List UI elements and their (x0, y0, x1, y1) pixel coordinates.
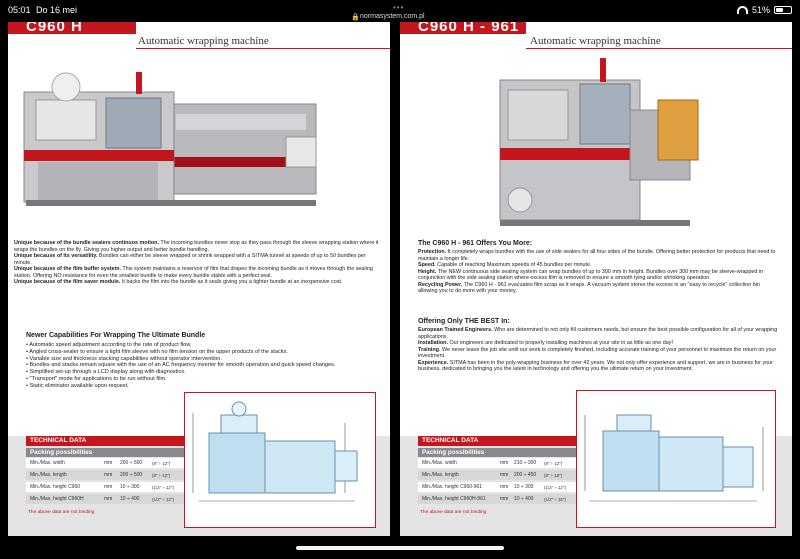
disclaimer: The above data are not binding (28, 510, 95, 515)
list-item: • "Transport" mode for applications to be run without film. (26, 376, 382, 383)
offers-text (418, 249, 780, 295)
paragraph-body: Bundles can either be sleeve wrapped or shrink wrapped with a SITMA tunnel at speeds of up to 50 bundles per minute. (14, 253, 366, 266)
paragraph-body: This system maintains a reservoir of film that drapes the incoming bundle as it moves through the sealing station. Offering NO resistance for even the smallest bundle to make every bundle stable with a perfect seal. (14, 266, 373, 279)
list-item: • Variable size and thickness stacking capabilities without operator intervention. (26, 356, 382, 363)
spec-unit: mm (104, 496, 113, 502)
list-item: • Automatic speed adjustment according to the rate of product flow. (26, 342, 382, 349)
paragraph-lead: Unique because of the bundle sealers continuos motion. (14, 240, 159, 246)
machine-photo (16, 62, 351, 232)
paragraph-body: The C960 H - 961 evacuates film scrap as it wraps. A vacuum system stores the excess in an "easy to recycle" collection bin allowing you to do more with your money. (418, 281, 760, 294)
battery-percent: 51% (751, 5, 770, 15)
brochure-page-right (400, 22, 792, 536)
paragraph (14, 279, 384, 286)
clock: 05:01 (8, 5, 31, 15)
spec-inch: (8" ÷ 12") (544, 461, 563, 466)
technical-data-heading: TECHNICAL DATA (418, 436, 580, 446)
status-indicators (737, 5, 792, 15)
spec-unit: mm (500, 460, 509, 466)
spec-inch: (1/2" ÷ 12") (152, 497, 174, 502)
list-item: • Angled cross-sealer to ensure a tight film sleeve with no film tension on the upper products of the stacks. (26, 349, 382, 356)
model-banner: C960 H - 961 (400, 22, 526, 34)
spec-label: Min./Max. height C960H-961 (422, 496, 486, 502)
spec-value: 10 ÷ 300 (514, 484, 534, 490)
spec-label: Min./Max. height C960-961 (422, 484, 483, 490)
technical-drawing (577, 391, 775, 527)
spec-value: 200 ÷ 500 (120, 460, 143, 466)
capabilities-list (26, 342, 382, 390)
model-banner: C960 H (8, 22, 136, 34)
page-subtitle: Automatic wrapping machine (530, 35, 661, 47)
battery-icon (774, 6, 792, 14)
paragraph (418, 282, 780, 295)
spec-inch: (8" ÷ 12") (152, 461, 171, 466)
spec-inch: (8" ÷ 12") (152, 473, 171, 478)
table-row (26, 458, 190, 469)
list-item: • Bundles and stacks remain square with the use of an AC frequency inverter for smooth operation and quick speed changes. (26, 362, 382, 369)
paragraph (418, 249, 780, 262)
paragraph-body: Our engineers are dedicated to properly installing machines at your site in as little as one day! (447, 340, 673, 346)
paragraph-body: We never leave the job site until our work is completely finished, including accurate training of your personnel to maximize the return on your investment. (418, 346, 777, 359)
paragraph-body: The incoming bundles never stop as they pass through the sleeve wrapping station where it wraps the bundles on the fly. Giving you higher output and better bundle handling. (14, 240, 379, 253)
page-subtitle: Automatic wrapping machine (138, 35, 269, 47)
paragraph-lead: Unique because of its versatility. (14, 253, 98, 259)
header-rule (526, 48, 792, 49)
table-row (26, 494, 190, 505)
spec-value: 210 ÷ 300 (514, 460, 537, 466)
paragraph-lead: Protection. (418, 249, 447, 255)
spec-unit: mm (104, 460, 113, 466)
paragraph-lead: Unique because of the film saver module. (14, 279, 121, 285)
paragraph (418, 327, 780, 340)
paragraph (14, 253, 384, 266)
packing-heading: Packing possibilities (26, 448, 190, 457)
status-bar (0, 0, 800, 22)
spec-inch: (1/2" ÷ 16") (544, 497, 566, 502)
lock-icon: 🔒 (351, 14, 360, 21)
paragraph (418, 360, 780, 373)
spec-inch: (1/2" ÷ 12") (544, 485, 566, 490)
multitasking-dots-icon[interactable]: ••• (393, 3, 405, 12)
paragraph (418, 269, 780, 282)
intro-text (14, 240, 384, 286)
paragraph-lead: Training. (418, 346, 441, 353)
spec-value: 10 ÷ 400 (120, 496, 140, 502)
table-row (418, 494, 580, 505)
address-bar[interactable]: normasystem.com.pl (360, 13, 425, 20)
table-row (418, 458, 580, 469)
header-rule (136, 48, 390, 49)
spec-label: Min./Max. width (422, 460, 457, 466)
paragraph-lead: Recycling Power. (418, 281, 463, 288)
paragraph-lead: Installation. (418, 340, 448, 346)
spec-unit: mm (104, 472, 113, 478)
best-heading: Offering Only THE BEST In: (418, 318, 510, 325)
best-text (418, 327, 780, 373)
spec-label: Min./Max. height C960 (30, 484, 81, 490)
list-item: • Static eliminator available upon request. (26, 383, 382, 390)
machine-photo (480, 50, 710, 234)
spec-label: Min./Max. length (30, 472, 67, 478)
spec-inch: (1/2" ÷ 12") (152, 485, 174, 490)
spec-label: Min./Max. width (30, 460, 65, 466)
technical-drawing (185, 393, 375, 527)
spec-label: Min./Max. length (422, 472, 459, 478)
spec-unit: mm (104, 484, 113, 490)
paragraph-lead: Unique because of the film buffer system. (14, 266, 121, 272)
technical-data-heading: TECHNICAL DATA (26, 436, 190, 446)
dimension-drawing (576, 390, 776, 528)
table-row (26, 482, 190, 493)
spec-value: 10 ÷ 400 (514, 496, 534, 502)
paragraph-lead: Height. (418, 268, 437, 275)
table-row (26, 470, 190, 481)
spec-value: 10 ÷ 300 (120, 484, 140, 490)
paragraph (14, 240, 384, 253)
list-item: • Simplified set-up through a LCD display along with diagnostics. (26, 369, 382, 376)
paragraph (418, 347, 780, 360)
paragraph-body: SITMA has been in the poly-wrapping business for over 42 years. We not only offer experience and support, we are in business for your business, dedicated to bringing you the latest in technology and offering you the ultimate return on your investment. (418, 359, 773, 372)
paragraph-lead: Experience. (418, 359, 449, 366)
paragraph-body: Capable of reaching Maximum speeds of 45 bundles per minute. (435, 262, 592, 268)
paragraph-lead: European Trained Engineers. (418, 327, 493, 333)
paragraph-body: It completely wraps bundles with the use of side sealers for all four sides of the bundle. Offering better protection for products that need to maintain a longer life. (418, 249, 776, 262)
paragraph-body: It backs the film into the bundle as it seals giving you a tighter bundle at an inexpensive cost. (120, 279, 343, 285)
date: Do 16 mei (36, 5, 78, 15)
paragraph-body: The NEW continuous side sealing system can wrap bundles of up to 300 mm in height. Bundles over 300 mm may be sleeve-wrapped in conjunction with the side sealing station where excess film is removed to ensure a smooth tying and/or shrinking operation. (418, 268, 764, 281)
paragraph-lead: Speed. (418, 262, 436, 268)
spec-inch: (8" ÷ 18") (544, 473, 563, 478)
paragraph (14, 266, 384, 279)
paragraph-body: Who are determined to not only fill customers needs, but ensure the best possible configuration for all of your wrapping applications. (418, 327, 778, 340)
capabilities-heading: Newer Capabilities For Wrapping The Ultimate Bundle (26, 332, 206, 339)
table-row (418, 470, 580, 481)
offers-heading: The C960 H - 961 Offers You More: (418, 240, 533, 247)
table-row (418, 482, 580, 493)
home-indicator[interactable] (296, 546, 504, 550)
spec-label: Min./Max. height C960H (30, 496, 84, 502)
brochure-page-left (8, 22, 390, 536)
packing-heading: Packing possibilities (418, 448, 580, 457)
dimension-drawing (184, 392, 376, 528)
spec-unit: mm (500, 472, 509, 478)
spec-unit: mm (500, 496, 509, 502)
spec-value: 200 ÷ 450 (514, 472, 537, 478)
spec-unit: mm (500, 484, 509, 490)
spec-value: 200 ÷ 500 (120, 472, 143, 478)
wifi-icon (737, 6, 748, 14)
disclaimer: The above data are not binding (420, 510, 487, 515)
